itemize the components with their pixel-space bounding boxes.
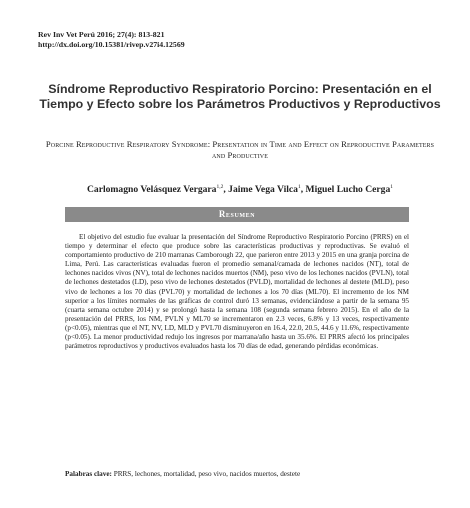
author-affiliation: 1 [390,184,394,190]
keywords [65,470,409,479]
keywords-text: PRRS, lechones, mortalidad, peso vivo, nacidos muertos, destete [111,470,301,478]
abstract-text: El objetivo del estudio fue evaluar la presentación del Síndrome Reproductivo Respiratorio Porcino (PRRS) en el tiempo y determinar el efecto que produce sobre las características productivas y reproductivas. Se evaluó el comportamiento productivo de 210 marranas Camborough 22, que parieron entre 2013 y 2015 en una granja porcina de Lima, Perú. Las características evaluadas fueron el promedio semanal/camada de lechones nacidos (NT), total de lechones nacidos vivos (NV), total de lechones nacidos muertos (NM), peso vivo de los lechones nacidos (PVLN), total de lechones destetados (LD), peso vivo de lechones destetados (PVLD), mortalidad de lechones al destete (MLD), peso vivo de lechones a los 70 días (PVL70) y mortalidad de lechones a los 70 días (ML70). El incremento de los NM superior a los límites normales de las gráficas de control duró 13 semanas, evidenciándose a partir de la semana 95 (cuarta semana octubre 2014) y se prolongó hasta la semana 108 (segunda semana febrero 2015). En el año de la presentación del PRRS, los NM, PVLN y ML70 se incrementaron en 2.3 veces, 6.8% y 13 veces, respectivamente (p<0.05), mientras que el NT, NV, LD, MLD y PVL70 disminuyeron en 16.4, 22.0, 20.5, 44.6 y 11.6%, respectivamente (p<0.05). La menor productividad redujo los ingresos por marrana/año hasta un 35.6%. El PRRS afectó los principales parámetros reproductivos y productivos evaluados hasta los 70 días de edad, generando pérdidas económicas. [65,233,409,351]
english-title: Porcine Reproductive Respiratory Syndrome: Presentation in Time and Effect on Reproductive Parameters and Productive [45,139,435,160]
journal-citation: Rev Inv Vet Perú 2016; 27(4): 813-821 [38,30,165,39]
author-name: Miguel Lucho Cerga [305,184,391,196]
doi-link[interactable]: http://dx.doi.org/10.15381/rivep.v27i4.12569 [38,40,185,49]
author-affiliation: 1,2 [216,184,224,190]
keywords-label: Palabras clave: [65,470,112,478]
author-list: Carlomagno Velásquez Vergara$^{1,2}$, Jaime Vega Vilca$^1$, Miguel Lucho Cerga$^1$ [86,184,394,196]
section-heading-resumen: Resumen [65,207,409,222]
author-name: Carlomagno Velásquez Vergara [86,184,217,196]
article-title: Síndrome Reproductivo Respiratorio Porcino: Presentación en el Tiempo y Efecto sobre los Parámetros Productivos y Reproductivos [39,82,441,111]
author-name: Jaime Vega Vilca [228,184,298,196]
citation-header [38,30,185,50]
author-affiliation: 1 [297,184,301,190]
